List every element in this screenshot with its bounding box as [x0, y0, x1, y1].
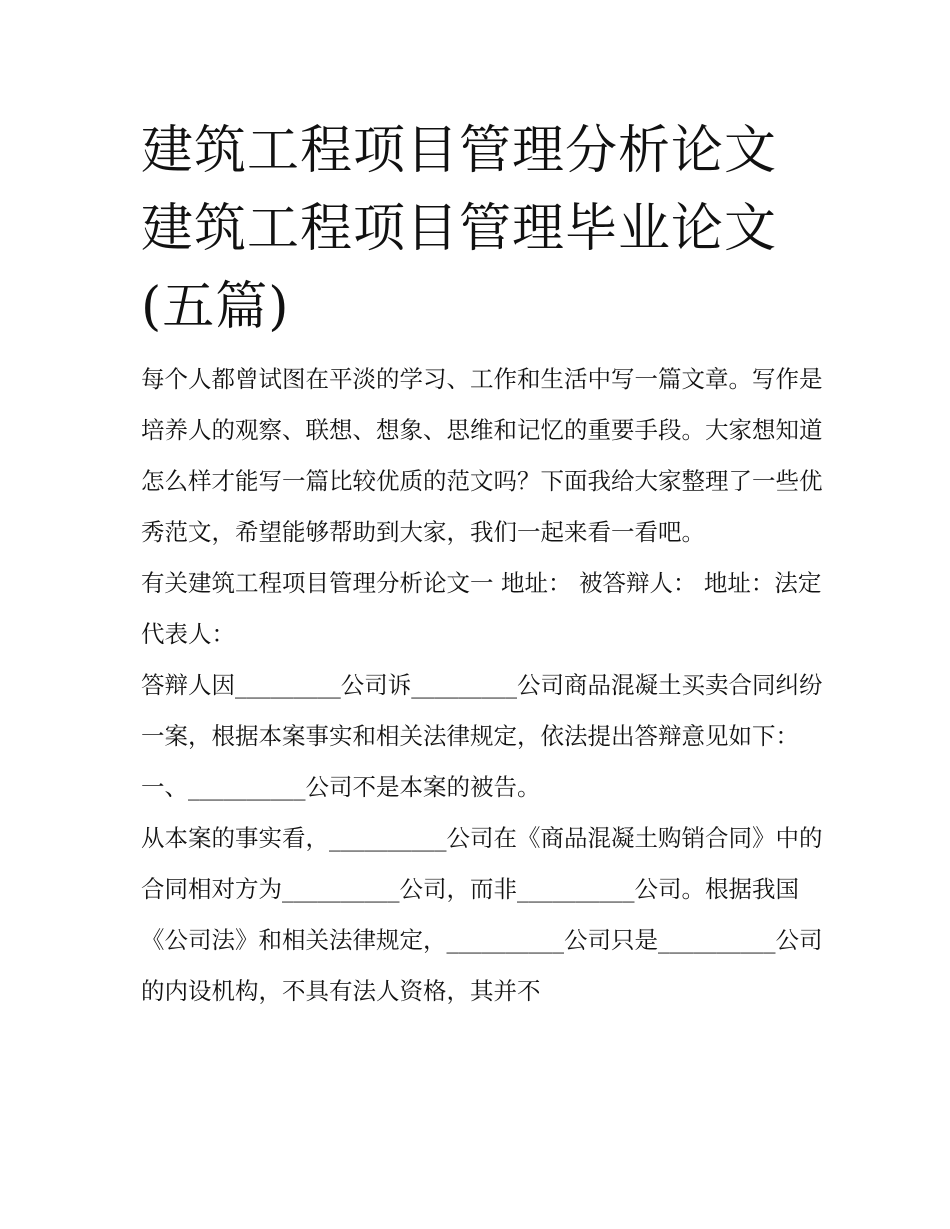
intro-paragraph: 每个人都曾试图在平淡的学习、工作和生活中写一篇文章。写作是培养人的观察、联想、想象、思维和记忆的重要手段。大家想知道怎么样才能写一篇比较优质的范文吗？下面我给大家整理了一些优秀范文，希望能够帮助到大家，我们一起来看一看吧。 — [141, 365, 823, 546]
paper-heading-paragraph: 有关建筑工程项目管理分析论文一 地址： 被答辩人： 地址：法定代表人： — [141, 569, 822, 648]
document-body — [141, 354, 831, 1017]
point-one-paragraph: 从本案的事实看，__________公司在《商品混凝土购销合同》中的合同相对方为__________公司，而非__________公司。根据我国《公司法》和相关法律规定，__________公司只是__________公司的内设机构，不具有法人资格，其并不 — [141, 824, 823, 1005]
defense-intro-paragraph: 答辩人因_________公司诉_________公司商品混凝土买卖合同纠纷一案，根据本案事实和相关法律规定，依法提出答辩意见如下： — [141, 671, 823, 750]
point-one-heading: 一、__________公司不是本案的被告。 — [141, 773, 541, 801]
document-title: 建筑工程项目管理分析论文 建筑工程项目管理毕业论文(五篇) — [141, 121, 778, 337]
